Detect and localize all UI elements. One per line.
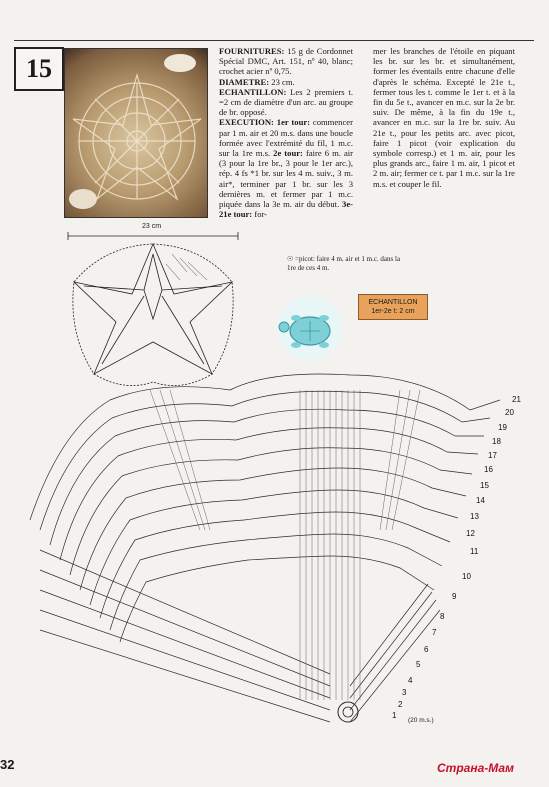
crochet-chart: [0, 370, 549, 770]
row-number: 19: [498, 423, 507, 432]
watermark: Страна-Мам: [437, 761, 514, 775]
start-note: (20 m.s.): [408, 717, 434, 724]
row-number: 17: [488, 451, 497, 460]
swatch-text: 1er-2e t: 2 cm: [371, 308, 415, 315]
row-number: 2: [398, 700, 403, 709]
row-number: 4: [408, 676, 413, 685]
row-number: 10: [462, 572, 471, 581]
row-number: 20: [505, 408, 514, 417]
row-number: 6: [424, 645, 429, 654]
row-number: 8: [440, 612, 445, 621]
top-rule: [14, 40, 534, 41]
instructions-column-1: [219, 46, 353, 219]
picot-note: [287, 255, 407, 272]
tour2-label: 2e tour:: [273, 148, 303, 159]
turtle-icon: [268, 293, 352, 363]
row-number: 5: [416, 660, 421, 669]
doily-photo: [64, 48, 208, 218]
fournitures-text: 15 g de Cordonnet Spécial DMC, Art. 151, nº 40, blanc; crochet acier nº 0,75.: [219, 46, 353, 77]
row-number: 11: [470, 547, 479, 556]
diametre-text: 23 cm.: [271, 76, 295, 87]
dimension-label: 23 cm: [142, 223, 162, 230]
tour3-text: for-: [254, 209, 268, 220]
tour3-label: 3e-21e tour:: [219, 199, 353, 220]
echantillon-text: Les 2 premiers t. =2 cm de diamètre d'un arc. au groupe de br. opposé.: [219, 86, 353, 118]
tour2-text: faire 6 m. air (3 pour la 1re br., 3 pour le 1er arc.), rép. 4 fs *1 br. sur les 4 m. suiv., 3 m. air*, terminer par 1 br. sur les 3 dernières m. et fermer par 1 m.c. piquée dans la 3e m. air du début.: [219, 148, 354, 210]
row-number: 13: [470, 512, 479, 521]
tour1-text: commencer par 1 m. air et 20 m.s. dans une boucle formée avec l'extrémité du fil, 1 m.c. sur la 1re m.s.: [219, 117, 353, 159]
echantillon-swatch: [358, 294, 428, 320]
picot-note-text: =picot: faire 4 m. air et 1 m.c. dans la 1re de ces 4 m.: [287, 255, 401, 272]
page-number: 32: [0, 757, 15, 772]
echantillon-label: ECHANTILLON:: [219, 86, 287, 97]
row-number: 15: [480, 481, 489, 490]
row-number: 14: [476, 496, 485, 505]
swatch-title: ECHANTILLON: [368, 299, 418, 306]
row-number: 9: [452, 592, 457, 601]
row-number: 21: [512, 395, 521, 404]
row-number: 12: [466, 529, 475, 538]
execution-label: EXECUTION:: [219, 117, 274, 128]
row-number: 18: [492, 437, 501, 446]
star-schema: [62, 224, 244, 394]
fournitures-label: FOURNITURES:: [219, 46, 285, 56]
row-number: 7: [432, 628, 437, 637]
pattern-number: 15: [14, 47, 64, 91]
row-number: 3: [402, 688, 407, 697]
picot-icon: ☉: [287, 255, 294, 263]
row-number: 16: [484, 465, 493, 474]
instructions-column-2: mer les branches de l'étoile en piquant les br. sur les br. et simultanément, former les éventails entre chacune d'elle d'après le schéma. Excepté le 21e t., fermer tous les t. comme le 1er t. et à la fin du 5e t., avancer en m.c. sur la 2e br. suiv. De même, à la fin du 19e t., avancer en m.c. sur la 1re br. suiv. Au 21e t., pour les petits arc. avec picot, faire 1 picot (voir explication du symbole corresp.) et 1 m. air, pour les plus grands arc., faire 1 m. air, 1 picot et 2 m. air; fermer ce t. par 1 m.c. sur la 1re m.s. et couper le fil.: [373, 46, 515, 189]
diametre-label: DIAMETRE:: [219, 76, 270, 87]
tour1-label: 1er tour:: [276, 117, 311, 128]
row-number: 1: [392, 711, 397, 720]
